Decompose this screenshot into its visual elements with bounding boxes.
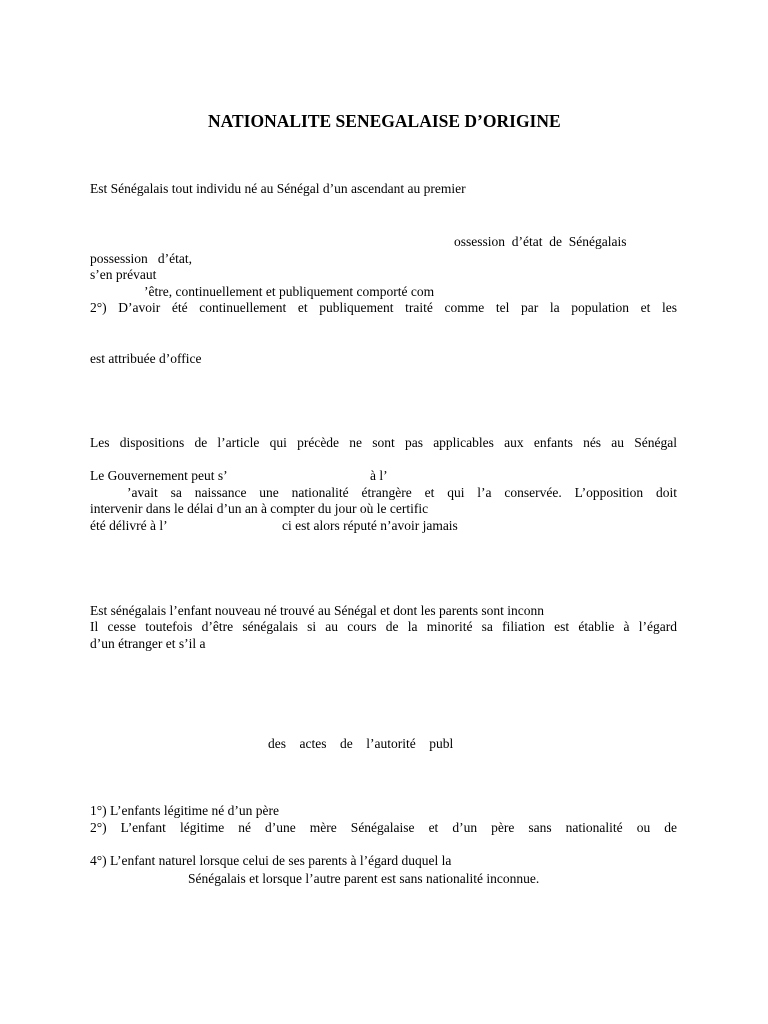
- paragraph-line: été délivré à l’: [90, 518, 168, 533]
- paragraph-line: s’en prévaut: [90, 267, 157, 282]
- paragraph-line: Est Sénégalais tout individu né au Sénégal d’un ascendant au premier: [90, 181, 466, 196]
- paragraph-line: d’un étranger et s’il a: [90, 636, 206, 651]
- paragraph-line: ’avait sa naissance une nationalité étrangère et qui l’a conservée. L’opposition doit: [127, 485, 677, 500]
- paragraph-line: Le Gouvernement peut s’: [90, 468, 228, 483]
- list-item: 2°) L’enfant légitime né d’une mère Sénégalaise et d’un père sans nationalité ou de: [90, 820, 677, 835]
- paragraph-line: à l’: [370, 468, 388, 483]
- paragraph-line: Les dispositions de l’article qui précède ne sont pas applicables aux enfants nés au Sénégal: [90, 435, 677, 450]
- paragraph-line: ossession d’état de Sénégalais: [454, 234, 627, 249]
- page-title: NATIONALITE SENEGALAISE D’ORIGINE: [208, 111, 561, 131]
- paragraph-line: ’être, continuellement et publiquement comporté com: [144, 284, 435, 299]
- paragraph-line: Est sénégalais l’enfant nouveau né trouvé au Sénégal et dont les parents sont inconn: [90, 603, 544, 618]
- list-item: Sénégalais et lorsque l’autre parent est sans nationalité inconnue.: [188, 871, 540, 886]
- list-item: 1°) L’enfants légitime né d’un père: [90, 803, 279, 818]
- paragraph-line: est attribuée d’office: [90, 351, 202, 366]
- list-item: 4°) L’enfant naturel lorsque celui de ses parents à l’égard duquel la: [90, 853, 452, 868]
- paragraph-line: Il cesse toutefois d’être sénégalais si au cours de la minorité sa filiation est établie à l’égard: [90, 619, 677, 634]
- paragraph-line: des actes de l’autorité publ: [268, 736, 454, 751]
- paragraph-line: ci est alors réputé n’avoir jamais: [282, 518, 458, 533]
- paragraph-line: intervenir dans le délai d’un an à compter du jour où le certific: [90, 501, 429, 516]
- paragraph-line: possession d’état,: [90, 251, 192, 266]
- paragraph-line: 2°) D’avoir été continuellement et publiquement traité comme tel par la population et les: [90, 300, 677, 315]
